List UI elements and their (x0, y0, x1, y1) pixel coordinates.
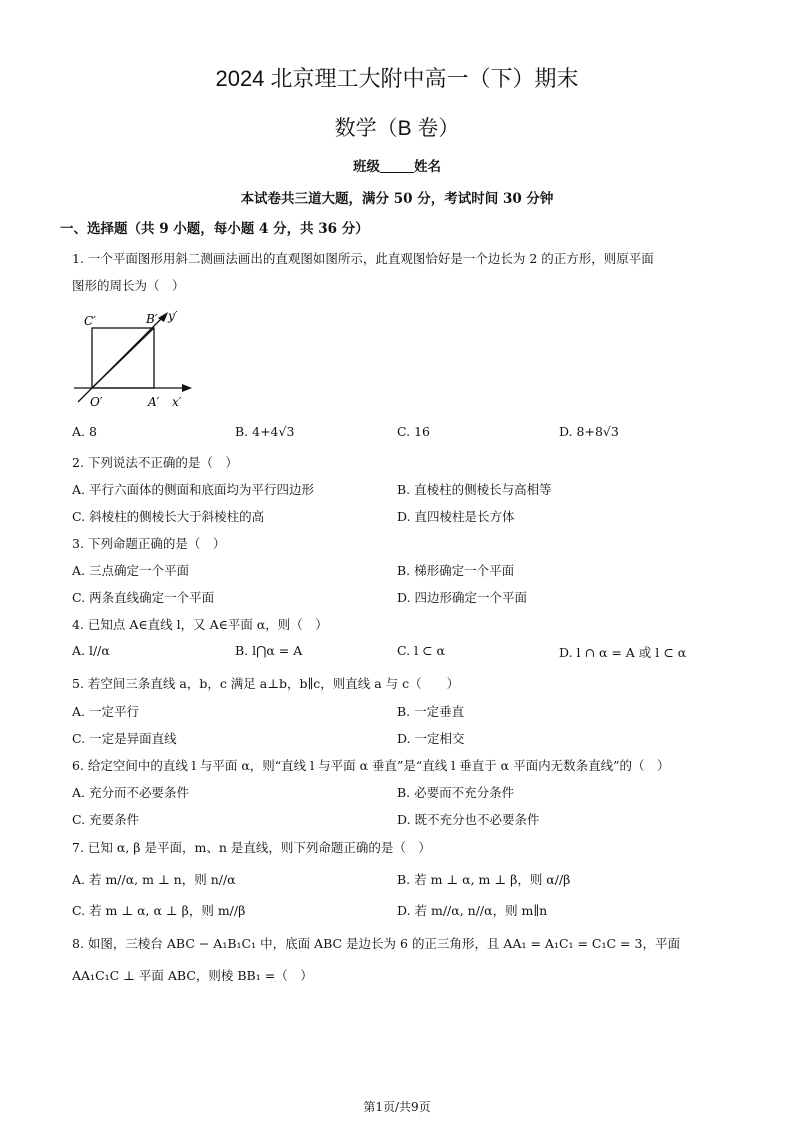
question-1-stem-line2: 图形的周长为（ ） (72, 278, 185, 293)
question-3-option-d[interactable]: D. 四边形确定一个平面 (397, 590, 528, 605)
label-a-prime: A′ (148, 395, 160, 409)
question-3-stem: 3. 下列命题正确的是（ ） (72, 536, 226, 551)
question-1-option-d[interactable]: D. 8+8√3 (559, 424, 619, 439)
question-2-option-a[interactable]: A. 平行六面体的侧面和底面均为平行四边形 (72, 482, 314, 497)
name-label: 姓名 (414, 159, 441, 175)
question-4-option-d[interactable]: D. l ∩ α = A 或 l ⊂ α (559, 645, 687, 660)
question-5-stem: 5. 若空间三条直线 a，b，c 满足 a⊥b，b∥c，则直线 a 与 c（ ） (72, 676, 460, 691)
class-blank (380, 158, 414, 173)
question-4-stem: 4. 已知点 A∈直线 l，又 A∈平面 α，则（ ） (72, 617, 328, 632)
question-6-option-b[interactable]: B. 必要而不充分条件 (397, 785, 515, 800)
label-b-prime: B′ (146, 312, 158, 326)
section-heading: 一、选择题（共 9 小题，每小题 4 分，共 36 分） (60, 221, 369, 237)
label-o-prime: O′ (90, 395, 103, 409)
question-5-option-b[interactable]: B. 一定垂直 (397, 704, 465, 719)
question-7-option-d[interactable]: D. 若 m//α, n//α，则 m∥n (397, 903, 548, 918)
question-7-option-a[interactable]: A. 若 m//α, m ⊥ n，则 n//α (72, 872, 236, 887)
label-c-prime: C′ (84, 314, 96, 328)
oblique-square-figure (70, 306, 200, 410)
question-5-option-d[interactable]: D. 一定相交 (397, 731, 465, 746)
question-1-option-b[interactable]: B. 4+4√3 (235, 424, 295, 439)
class-label: 班级 (353, 159, 380, 175)
class-name-line (0, 155, 794, 175)
exam-info: 本试卷共三道大题，满分 50 分，考试时间 30 分钟 (240, 191, 554, 207)
question-2-stem: 2. 下列说法不正确的是（ ） (72, 455, 238, 470)
question-8-stem-line1: 8. 如图，三棱台 ABC − A₁B₁C₁ 中，底面 ABC 是边长为 6 的正三角形，且 AA₁ = A₁C₁ = C₁C = 3，平面 (72, 936, 680, 951)
question-2-option-c[interactable]: C. 斜棱柱的侧棱长大于斜棱柱的高 (72, 509, 265, 524)
document-subtitle: 数学（B 卷） (334, 117, 460, 140)
question-2-option-b[interactable]: B. 直棱柱的侧棱长与高相等 (397, 482, 552, 497)
question-3-option-c[interactable]: C. 两条直线确定一个平面 (72, 590, 215, 605)
page-number: 第1页/共9页 (363, 1100, 431, 1114)
question-7-stem: 7. 已知 α, β 是平面，m、n 是直线，则下列命题正确的是（ ） (72, 840, 431, 855)
question-6-option-c[interactable]: C. 充要条件 (72, 812, 140, 827)
label-y-prime: y′ (168, 309, 178, 323)
question-6-option-a[interactable]: A. 充分而不必要条件 (72, 785, 189, 800)
question-7-option-b[interactable]: B. 若 m ⊥ α, m ⊥ β，则 α//β (397, 872, 571, 887)
question-4-option-c[interactable]: C. l ⊂ α (397, 643, 445, 658)
document-title: 2024 北京理工大附中高一（下）期末 (215, 66, 579, 91)
question-2-option-d[interactable]: D. 直四棱柱是长方体 (397, 509, 515, 524)
question-1-stem-line1: 1. 一个平面图形用斜二测画法画出的直观图如图所示，此直观图恰好是一个边长为 2 的正方形，则原平面 (72, 251, 654, 266)
question-1-option-a[interactable]: A. 8 (72, 424, 97, 439)
question-3-option-b[interactable]: B. 梯形确定一个平面 (397, 563, 515, 578)
question-6-stem: 6. 给定空间中的直线 l 与平面 α，则“直线 l 与平面 α 垂直”是“直线 l 垂直于 α 平面内无数条直线”的（ ） (72, 758, 670, 773)
question-4-option-a[interactable]: A. l//α (72, 643, 110, 658)
question-8-stem-line2: AA₁C₁C ⊥ 平面 ABC，则棱 BB₁ =（ ） (72, 968, 313, 983)
question-1-option-c[interactable]: C. 16 (397, 424, 430, 439)
question-5-option-a[interactable]: A. 一定平行 (72, 704, 139, 719)
question-3-option-a[interactable]: A. 三点确定一个平面 (72, 563, 189, 578)
question-7-option-c[interactable]: C. 若 m ⊥ α, α ⊥ β，则 m//β (72, 903, 246, 918)
question-4-option-b[interactable]: B. l⋂α = A (235, 643, 303, 658)
label-x-prime: x′ (172, 395, 182, 409)
question-6-option-d[interactable]: D. 既不充分也不必要条件 (397, 812, 540, 827)
question-5-option-c[interactable]: C. 一定是异面直线 (72, 731, 177, 746)
